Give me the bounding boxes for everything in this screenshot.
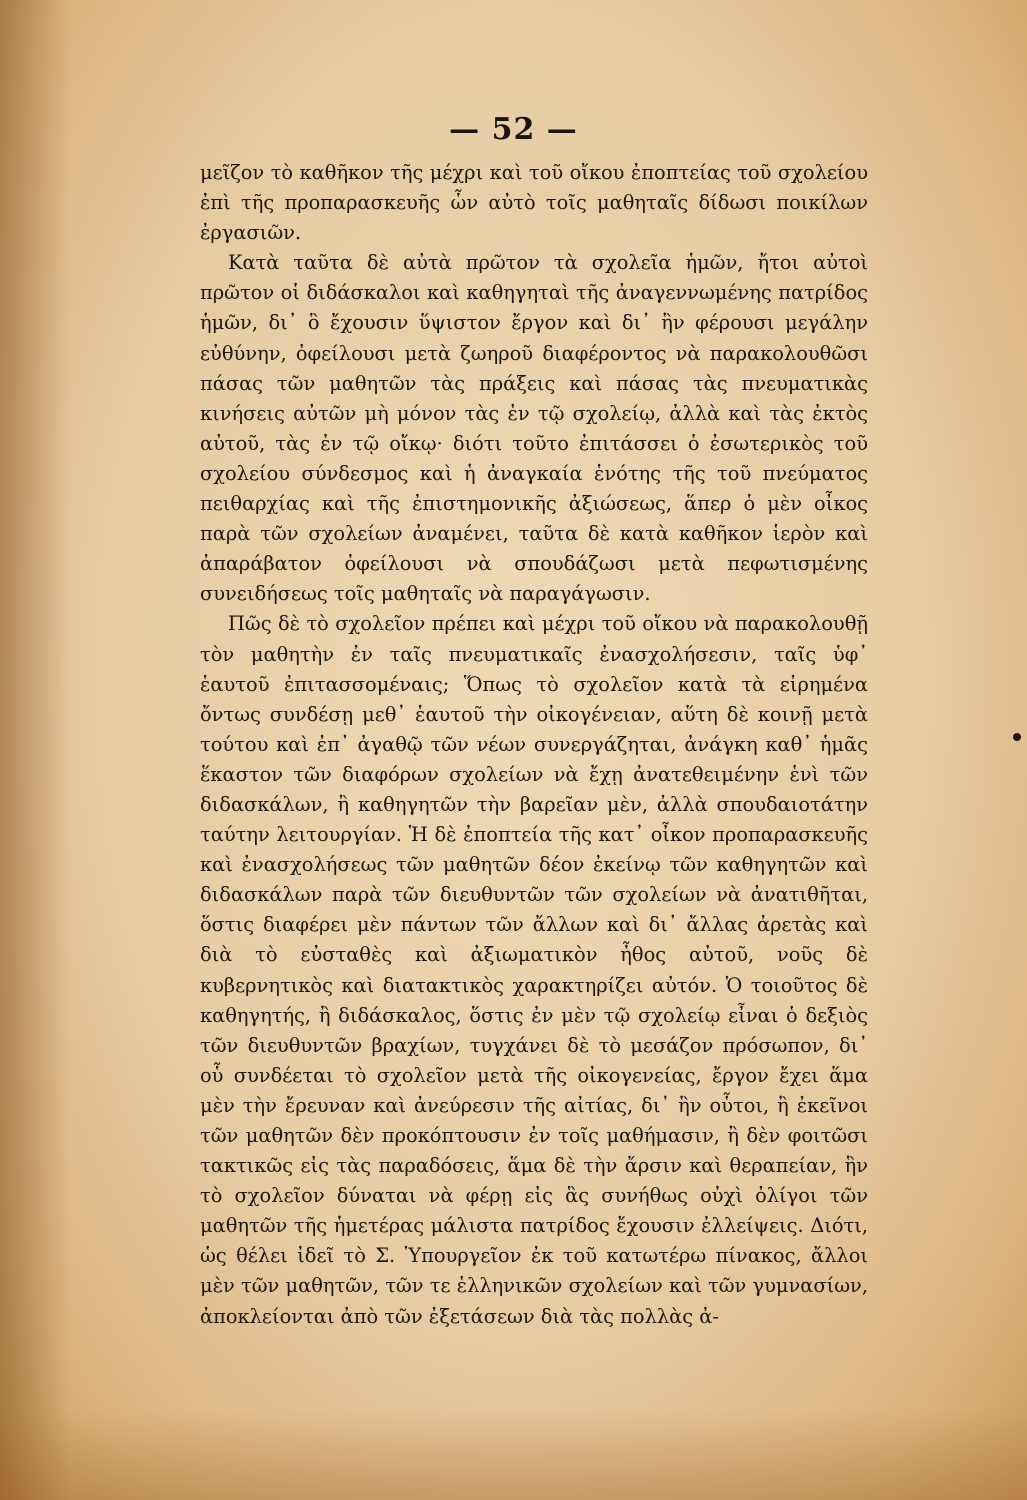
ink-spot bbox=[1013, 733, 1021, 741]
page-edge-shadow bbox=[0, 0, 70, 1500]
paragraph-1: μεῖζον τὸ καθῆκον τῆς μέχρι καὶ τοῦ οἴκου ἐποπτείας τοῦ σχολείου ἐπὶ τῆς προπαρασκευῆς ὧν αὐτὸ τοῖς μαθηταῖς δίδωσι ποικίλων ἐργασιῶν. bbox=[200, 161, 868, 245]
page-number: — 52 — bbox=[449, 112, 578, 147]
page-bottom-shadow bbox=[0, 1410, 1027, 1500]
body-text bbox=[200, 158, 868, 1332]
paragraph-3: Πῶς δὲ τὸ σχολεῖον πρέπει καὶ μέχρι τοῦ οἴκου νὰ παρακολουθῇ τὸν μαθητὴν ἐν ταῖς πνευματικαῖς ἐνασχολήσεσιν, ταῖς ὑφ᾽ ἑαυτοῦ ἐπιτασσομέναις; Ὅπως τὸ σχολεῖον κατὰ τὰ εἰρημένα ὄντως συνδέσῃ μεθ᾽ ἑαυτοῦ τὴν οἰκογένειαν, αὕτη δὲ κοινῇ μετὰ τούτου καὶ ἐπ᾽ ἀγαθῷ τῶν νέων συνεργάζηται, ἀνάγκη καθ᾽ ἡμᾶς ἕκαστον τῶν διαφόρων σχολείων νὰ ἔχῃ ἀνατεθειμένην ἑνὶ τῶν διδασκάλων, ἢ καθηγητῶν τὴν βαρεῖαν μὲν, ἀλλὰ σπουδαιοτάτην ταύτην λειτουργίαν. Ἡ δὲ ἐποπτεία τῆς κατ᾽ οἶκον προπαρασκευῆς καὶ ἐνασχολήσεως τῶν μαθητῶν δέον ἐκείνῳ τῶν καθηγητῶν καὶ διδασκάλων παρὰ τῶν διευθυντῶν τῶν σχολείων νὰ ἀνατιθῆται, ὅστις διαφέρει μὲν πάντων τῶν ἄλλων καὶ δι᾽ ἄλλας ἀρετὰς καὶ διὰ τὸ εὐσταθὲς καὶ ἀξιωματικὸν ἦθος αὐτοῦ, νοῦς δὲ κυβερνητικὸς καὶ διατακτικὸς χαρακτηρίζει αὐτόν. Ὁ τοιοῦτος δὲ καθηγητής, ἢ διδάσκαλος, ὅστις ἐν μὲν τῷ σχολείῳ εἶναι ὁ δεξιὸς τῶν διευθυντῶν βραχίων, τυγχάνει δὲ τὸ μεσάζον πρόσωπον, δι᾽ οὗ συνδέεται τὸ σχολεῖον μετὰ τῆς οἰκογενείας, ἔργον ἔχει ἅμα μὲν τὴν ἔρευναν καὶ ἀνεύρεσιν τῆς αἰτίας, δι᾽ ἣν οὗτοι, ἢ ἐκεῖνοι τῶν μαθητῶν δὲν προκόπτουσιν ἐν τοῖς μαθήμασιν, ἢ δὲν φοιτῶσι τακτικῶς εἰς τὰς παραδόσεις, ἅμα δὲ τὴν ἄρσιν καὶ θεραπείαν, ἣν τὸ σχολεῖον δύναται νὰ φέρῃ εἰς ἃς συνήθως οὐχὶ ὀλίγοι τῶν μαθητῶν τῆς ἡμετέρας μάλιστα πατρίδος ἔχουσιν ἐλλείψεις. Διότι, ὡς θέλει ἰδεῖ τὸ Σ. Ὑπουργεῖον ἐκ τοῦ κατωτέρω πίνακος, ἄλλοι μὲν τῶν μαθητῶν, τῶν τε ἑλληνικῶν σχολείων καὶ τῶν γυμνασίων, ἀποκλείονται ἀπὸ τῶν ἐξετάσεων διὰ τὰς πολλὰς ἀ- bbox=[200, 612, 868, 1328]
paragraph-2: Κατὰ ταῦτα δὲ αὐτὰ πρῶτον τὰ σχολεῖα ἡμῶν, ἤτοι αὐτοὶ πρῶτον οἱ διδάσκαλοι καὶ καθηγηταὶ τῆς ἀναγεννωμένης πατρίδος ἡμῶν, δι᾽ ὃ ἔχουσιν ὕψιστον ἔργον καὶ δι᾽ ἣν φέρουσι μεγάλην εὐθύνην, ὀφείλουσι μετὰ ζωηροῦ διαφέροντος νὰ παρακολουθῶσι πάσας τῶν μαθητῶν τὰς πράξεις καὶ πάσας τὰς πνευματικὰς κινήσεις αὐτῶν μὴ μόνον τὰς ἐν τῷ σχολείῳ, ἀλλὰ καὶ τὰς ἐκτὸς αὐτοῦ, τὰς ἐν τῷ οἴκῳ· διότι τοῦτο ἐπιτάσσει ὁ ἐσωτερικὸς τοῦ σχολείου σύνδεσμος καὶ ἡ ἀναγκαία ἑνότης τῆς τοῦ πνεύματος πειθαρχίας καὶ τῆς ἐπιστημονικῆς ἀξιώσεως, ἅπερ ὁ μὲν οἶκος παρὰ τῶν σχολείων ἀναμένει, ταῦτα δὲ κατὰ καθῆκον ἱερὸν καὶ ἀπαράβατον ὀφείλουσι νὰ σπουδάζωσι μετὰ πεφωτισμένης συνειδήσεως τοῖς μαθηταῖς νὰ παραγάγωσιν. bbox=[200, 251, 868, 606]
